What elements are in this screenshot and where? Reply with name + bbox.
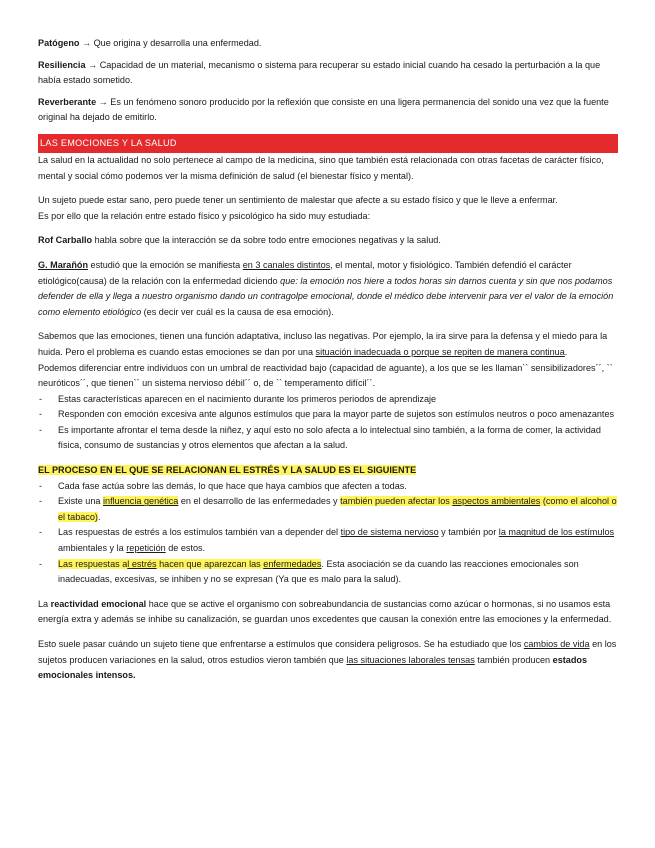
section-heading-stress-process: EL PROCESO EN EL QUE SE RELACIONAN EL ESTRÉS Y LA SALUD ES EL SIGUIENTE [38, 465, 417, 476]
author-name: Rof Carballo [38, 235, 93, 246]
paragraph-health-definition: La salud en la actualidad no solo pertenece al campo de la medicina, sino que también está relacionada con otras facetas de carácter físico, mental y social cómo podemos ver la misma definición de salud (el bienestar físico y mental). [38, 154, 604, 181]
definition-term: Reverberante [38, 96, 97, 107]
paragraph-dangerous-stimuli: Esto suele pasar cuándo un sujeto tiene que enfrentarse a estímulos que considera peligrosos. Se ha estudiado que los cambios de vida en los sujetos producen variaciones en la salud, otros estudios vieron también que las situaciones laborales tensas también producen estados emocionales intensos. [38, 639, 617, 681]
definition-pathogen [38, 36, 618, 52]
document-body [38, 36, 618, 684]
definition-text: Es un fenómeno sonoro producido por la reflexión que consiste en una ligera permanencia del sonido una vez que la fuente original ha dejado de emitirlo. [38, 96, 609, 123]
list-item: - Cada fase actúa sobre las demás, lo que hace que haya cambios que afecten a todas. [38, 479, 618, 495]
definition-reverberant [38, 95, 618, 126]
author-name: G. Marañón [38, 259, 89, 270]
paragraph-emotional-reactivity: La reactividad emocional hace que se active el organismo con sobreabundancia de sustancias como azúcar o hormonas, si no usamos esta energía extra y además se inhibe su canalización, se guardan unos excedentes que causan la conexión entre las emociones y la enfermedad. [38, 598, 612, 625]
paragraph-healthy-subject: Un sujeto puede estar sano, pero puede tener un sentimiento de malestar que afecte a su estado físico y que le lleve a enfermar. [38, 195, 558, 206]
arrow-icon: → [79, 38, 94, 48]
list-item: - Las respuestas al estrés hacen que aparezcan las enfermedades. Esta asociación se da cuando las reacciones emocionales son inadecuadas, excesivas, se inhiben y no se expresan (Ya que es malo para la salud). [38, 557, 618, 588]
definition-term: Resiliencia [38, 59, 86, 70]
list-item: - Las respuestas de estrés a los estímulos también van a depender del tipo de sistema nervioso y también por la magnitud de los estímulos ambientales y la repetición de estos. [38, 525, 618, 556]
maranon-quote: que: la emoción nos hiere a todos horas sin darnos cuenta y sin que nos podamos defender de ella y llega a nuestro organismo dando un contragolpe emocional, donde el médico debe intervenir para ver el valor de la emoción como elemento etiológico [38, 275, 614, 317]
list-item: - Responden con emoción excesiva ante algunos estímulos que para la mayor parte de sujetos son estímulos neutros o poco amenazantes [38, 407, 618, 423]
paragraph-maranon: G. Marañón estudió que la emoción se manifiesta en 3 canales distintos, el mental, motor y fisiológico. También defendió el carácter etiológico(causa) de la relación con la enfermedad diciendo que: la emoción nos hiere a todos horas sin darnos cuenta y sin que nos podamos defender de ella y llega a nuestro organismo dando un contragolpe emocional, donde el médico debe intervenir para ver el valor de la emoción como elemento etiológico (es decir ver cuál es la causa de esa emoción). [38, 259, 614, 317]
section-heading-emotions-health: LAS EMOCIONES Y LA SALUD [38, 134, 618, 153]
paragraph-rof-carballo: Rof Carballo habla sobre que la interacción se da sobre todo entre emociones negativas y la salud. [38, 235, 441, 246]
definition-text: Que origina y desarrolla una enfermedad. [93, 38, 262, 48]
list-item: - Estas características aparecen en el nacimiento durante los primeros periodos de aprendizaje [38, 392, 618, 408]
arrow-icon: → [85, 59, 100, 70]
arrow-icon: → [96, 96, 111, 107]
paragraph-relationship: Es por ello que la relación entre estado físico y psicológico ha sido muy estudiada: [38, 210, 371, 221]
paragraph-reactivity-threshold: Podemos diferenciar entre individuos con un umbral de reactividad bajo (capacidad de aguante), a los que se les llaman`` sensibilizadores´´, `` neuróticos´´, que tienen`` un sistema nervioso débil´´ o, de `` temperamento difícil´´. [38, 362, 613, 389]
paragraph-adaptive-function: Sabemos que las emociones, tienen una función adaptativa, incluso las negativas. Por ejemplo, la ira sirve para la defensa y el miedo para la huida. Pero el problema es cuando estas emociones se dan por una situación inadecuada o porque se repiten de manera continua. [38, 331, 608, 357]
definition-text: Capacidad de un material, mecanismo o sistema para recuperar su estado inicial cuando ha cesado la perturbación a la que había estado sometido. [38, 59, 601, 86]
definition-term: Patógeno [38, 38, 80, 48]
list-item: - Existe una influencia genética en el desarrollo de las enfermedades y también pueden afectar los aspectos ambientales (como el alcohol o el tabaco). [38, 494, 618, 525]
stress-process-list [38, 479, 618, 588]
definition-resilience [38, 58, 618, 89]
characteristics-list [38, 392, 618, 454]
list-item: - Es importante afrontar el tema desde la niñez, y aquí esto no solo afecta a lo intelectual sino también, a la forma de comer, la actividad física, consumo de sustancias y otros elementos que afectan a la salud. [38, 423, 618, 454]
